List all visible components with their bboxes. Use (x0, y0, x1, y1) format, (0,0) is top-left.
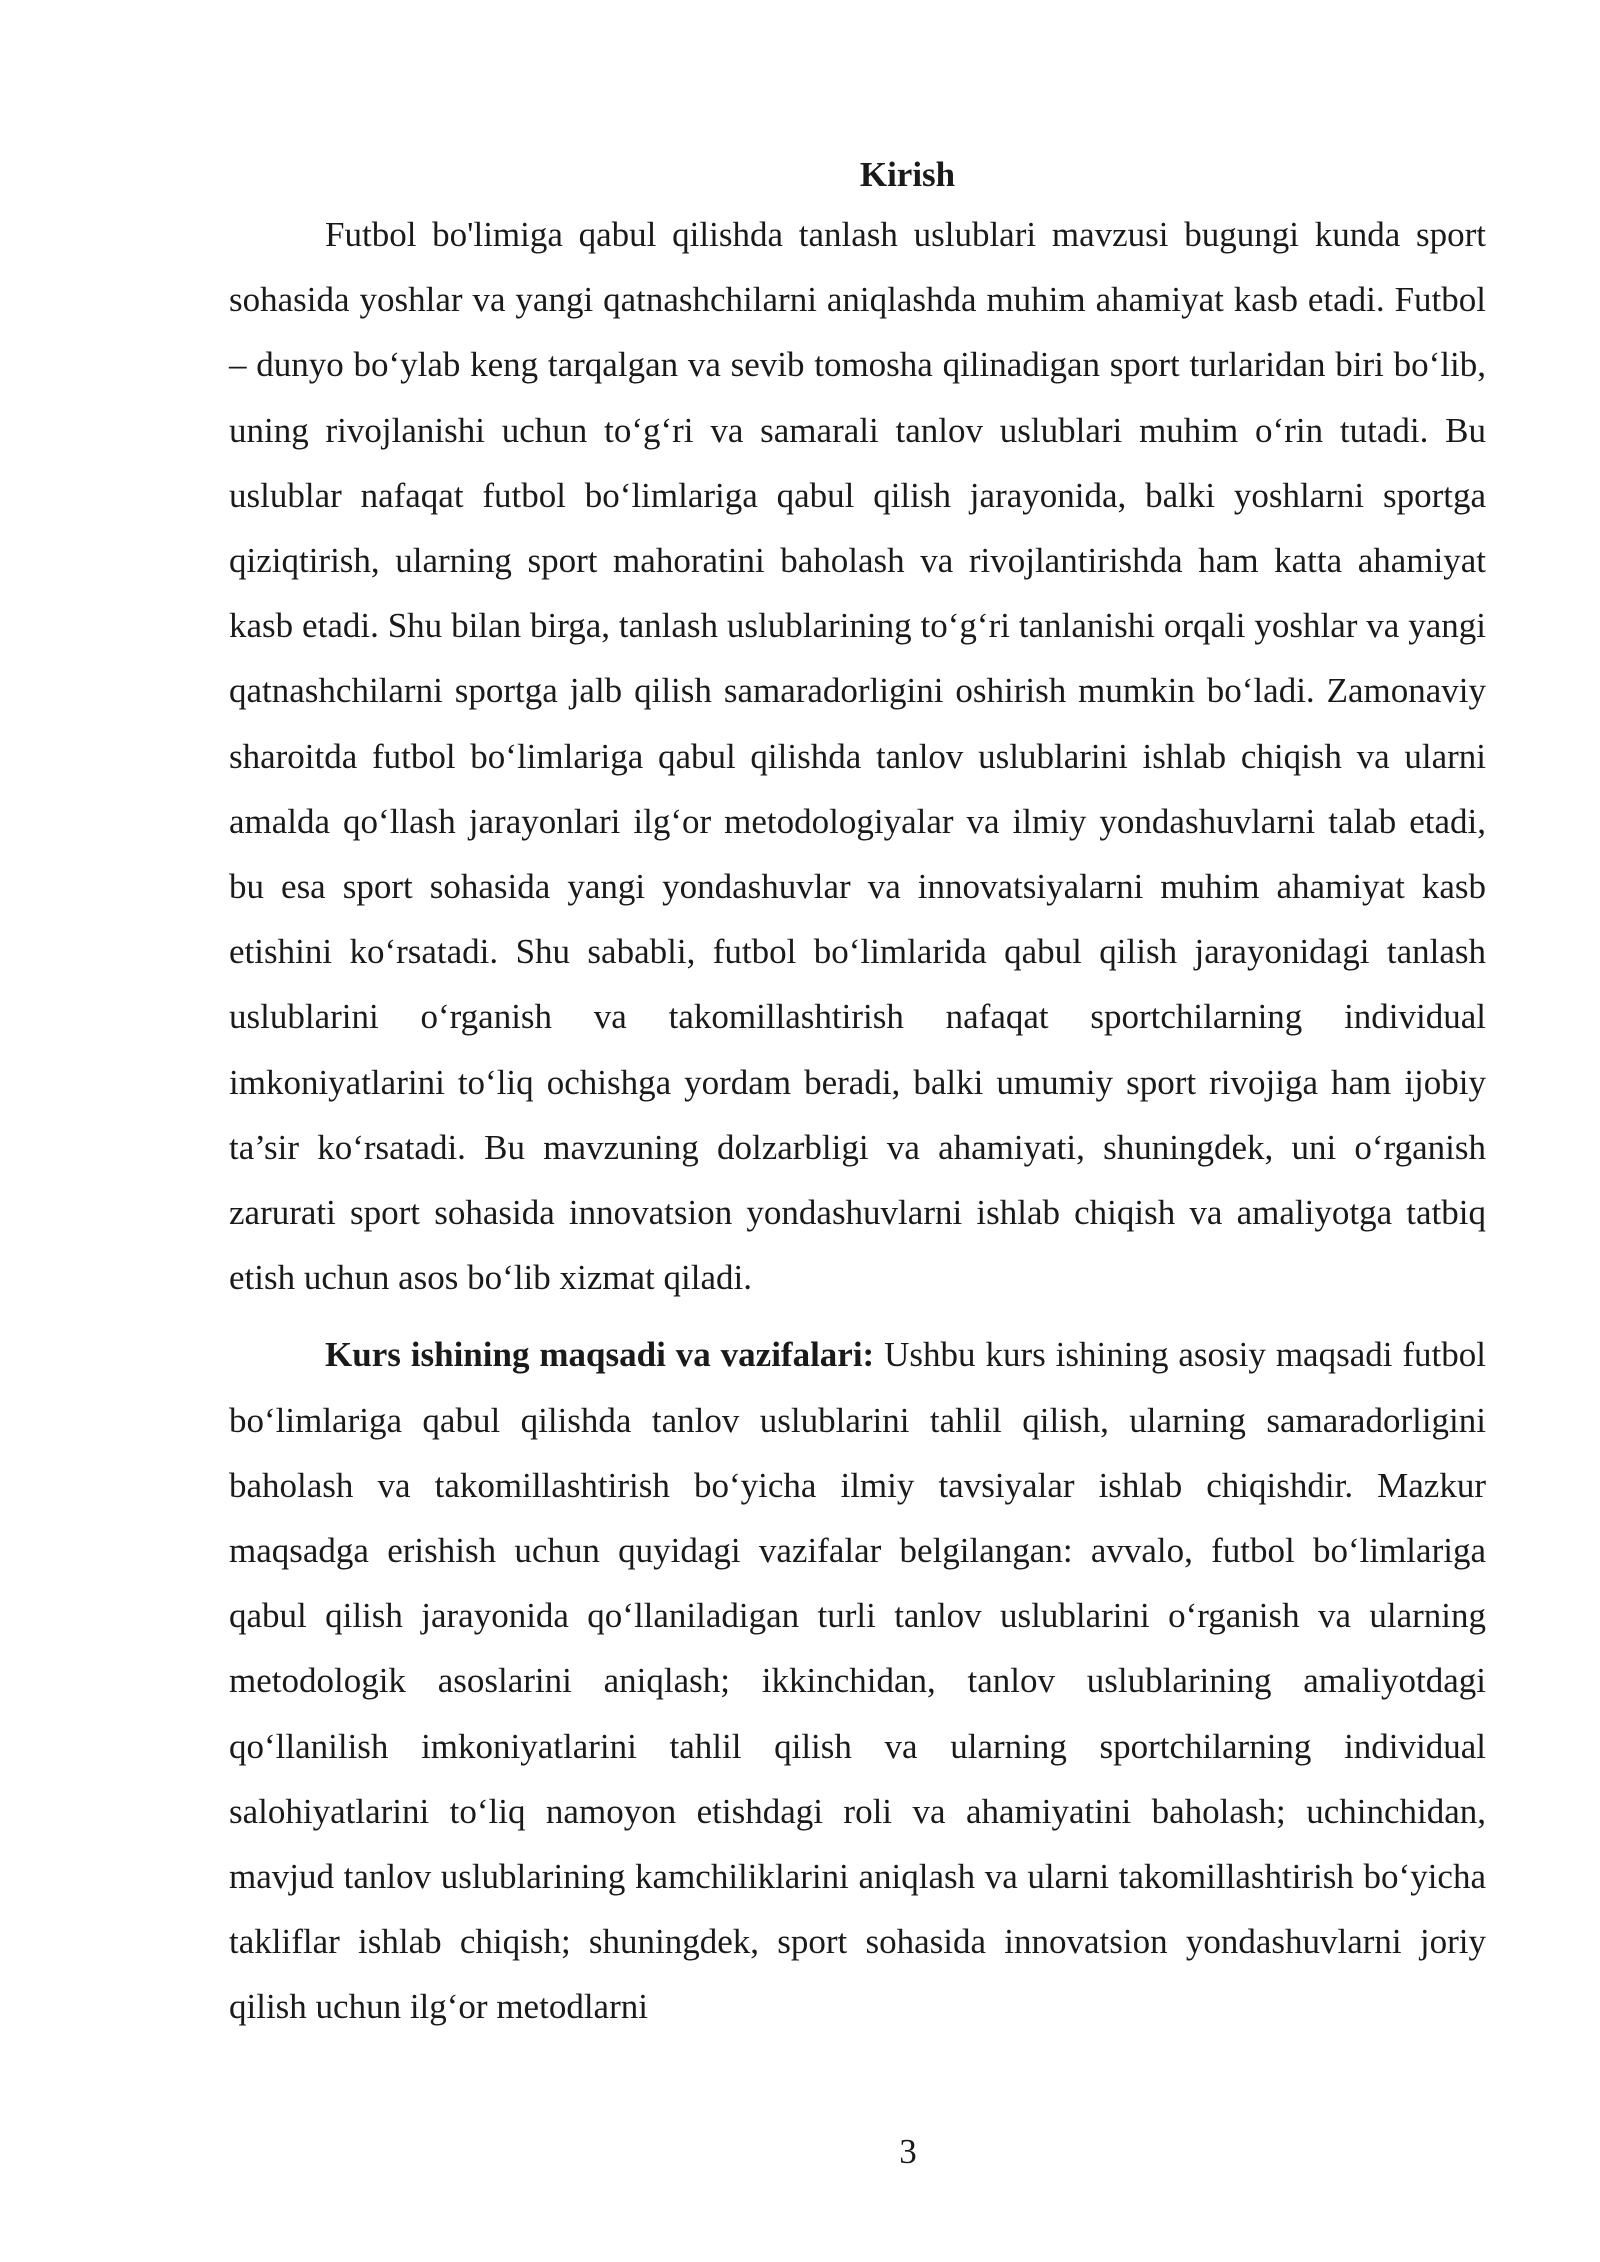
section-title: Kirish (859, 155, 956, 194)
goals-paragraph (229, 1322, 1486, 2039)
goals-body: Ushbu kurs ishining asosiy maqsadi futbol bo‘limlariga qabul qilishda tanlov uslublarini tahlil qilish, ularning samaradorligini baholash va takomillashtirish bo‘yicha ilmiy tavsiyalar ishlab chiqishdir. Mazkur maqsadga erishish uchun quyidagi vazifalar belgilangan: avvalo, futbol bo‘limlariga qabul qilish jarayonida qo‘llaniladigan turli tanlov uslublarini o‘rganish va ularning metodologik asoslarini aniqlash; ikkinchidan, tanlov uslublarining amaliyotdagi qo‘llanilish imkoniyatlarini tahlil qilish va ularning sportchilarning individual salohiyatlarini to‘liq namoyon etishdagi roli va ahamiyatini baholash; uchinchidan, mavjud tanlov uslublarining kamchiliklarini aniqlash va ularni takomillashtirish bo‘yicha takliflar ishlab chiqish; shuningdek, sport sohasida innovatsion yondashuvlarni joriy qilish uchun ilg‘or metodlarni (229, 1335, 1486, 2027)
intro-paragraph: Futbol bo'limiga qabul qilishda tanlash uslublari mavzusi bugungi kunda sport sohasida yoshlar va yangi qatnashchilarni aniqlashda muhim ahamiyat kasb etadi. Futbol – dunyo bo‘ylab keng tarqalgan va sevib tomosha qilinadigan sport turlaridan biri bo‘lib, uning rivojlanishi uchun to‘g‘ri va samarali tanlov uslublari muhim o‘rin tutadi. Bu uslublar nafaqat futbol bo‘limlariga qabul qilish jarayonida, balki yoshlarni sportga qiziqtirish, ularning sport mahoratini baholash va rivojlantirishda ham katta ahamiyat kasb etadi. Shu bilan birga, tanlash uslublarining to‘g‘ri tanlanishi orqali yoshlar va yangi qatnashchilarni sportga jalb qilish samaradorligini oshirish mumkin bo‘ladi. Zamonaviy sharoitda futbol bo‘limlariga qabul qilishda tanlov uslublarini ishlab chiqish va ularni amalda qo‘llash jarayonlari ilg‘or metodologiyalar va ilmiy yondashuvlarni talab etadi, bu esa sport sohasida yangi yondashuvlar va innovatsiyalarni muhim ahamiyat kasb etishini ko‘rsatadi. Shu sababli, futbol bo‘limlarida qabul qilish jarayonidagi tanlash uslublarini o‘rganish va takomillashtirish nafaqat sportchilarning individual imkoniyatlarini to‘liq ochishga yordam beradi, balki umumiy sport rivojiga ham ijobiy ta’sir ko‘rsatadi. Bu mavzuning dolzarbligi va ahamiyati, shuningdek, uni o‘rganish zarurati sport sohasida innovatsion yondashuvlarni ishlab chiqish va amaliyotga tatbiq etish uchun asos bo‘lib xizmat qiladi. (229, 215, 1486, 1298)
goals-heading: Kurs ishining maqsadi va vazifalari: (325, 1335, 875, 1375)
page-number: 3 (899, 2132, 917, 2171)
page-content (229, 148, 1486, 2040)
